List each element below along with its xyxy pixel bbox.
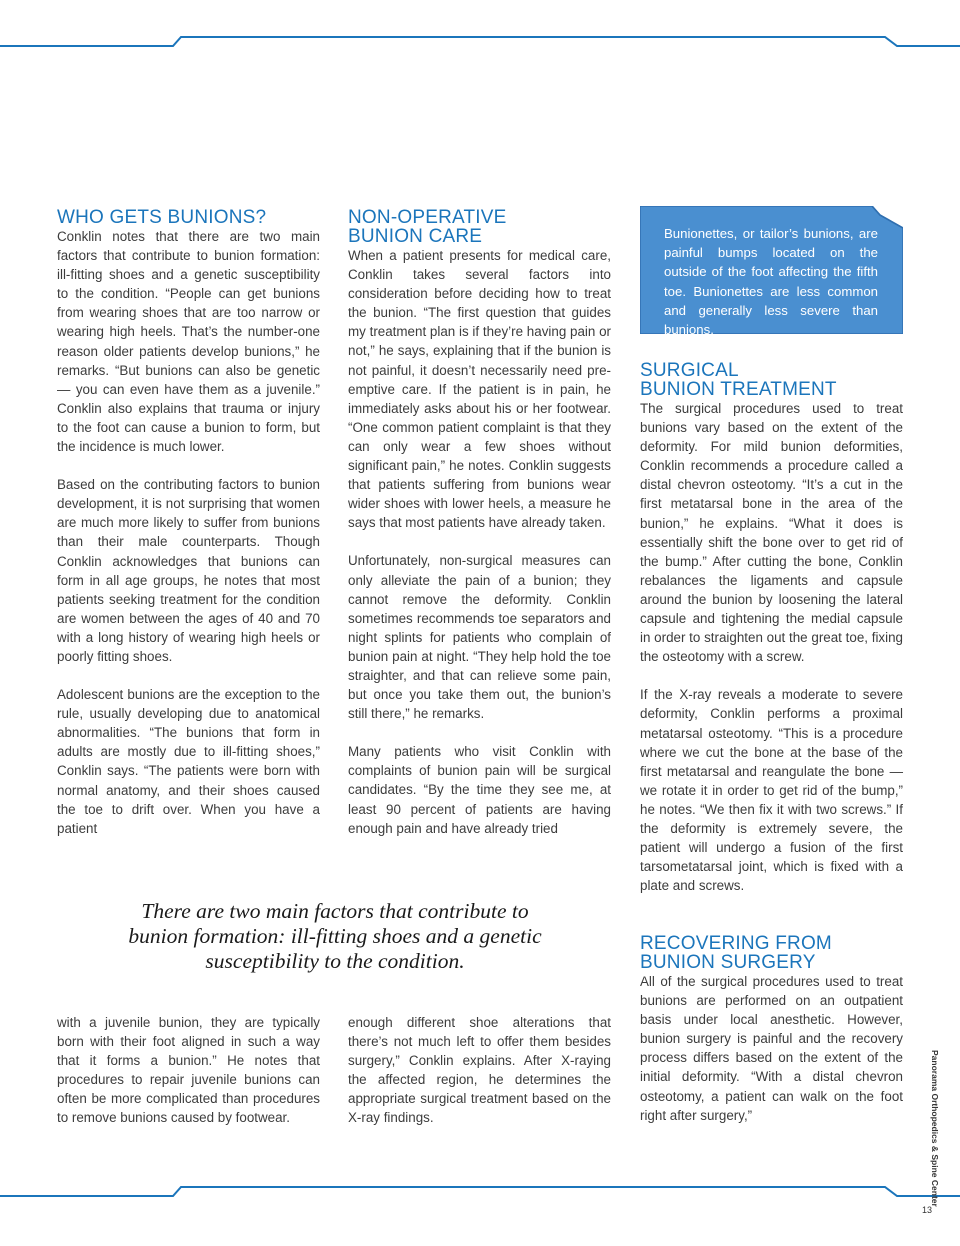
heading-line: NON-OPERATIVE — [348, 207, 507, 228]
column-recovering — [640, 934, 903, 1125]
heading-line: BUNION CARE — [348, 226, 483, 247]
paragraph: Conklin notes that there are two main factors that contribute to bunion formation: ill-fitting shoes and a genetic susceptibility to the condition. “People can get bunions from wearing shoes that are too narrow or wearing high heels. That’s the number-one reason older patients develop bunions,” he remarks. “But bunions can also be genetic — you can even have them as a juvenile.” Conklin also explains that trauma or injury to the foot can cause a bunion to form, but the incidence is much lower. — [57, 229, 320, 455]
paragraph: If the X-ray reveals a moderate to severe deformity, Conklin performs a proximal metatarsal osteotomy. “This is a procedure where we cut the bone at the base of the first metatarsal and reangulate the bone — we rotate it in order to get rid of the bump,” he notes. “We then fix it with two screws.” If the deformity is extremely severe, the patient will undergo a fusion of the first tarsometatarsal joint, which is fixed with a plate and screws. — [640, 687, 903, 894]
heading-line: BUNION TREATMENT — [640, 379, 837, 400]
paragraph: Adolescent bunions are the exception to the rule, usually developing due to anatomical abnormalities. “The bunions that form in adults are mostly due to ill-fitting shoes,” Conklin says. “The patients were born with normal anatomy, and their shoes caused the toe to drift over. When you have a patient — [57, 687, 320, 836]
pull-quote: There are two main factors that contribute to bunion formation: ill-fitting shoes and a genetic susceptibility to the condition. — [128, 899, 542, 973]
column-1-continued — [57, 1013, 320, 1128]
heading-who-gets-bunions: WHO GETS BUNIONS? — [57, 207, 267, 228]
paragraph: Many patients who visit Conklin with complaints of bunion pain will be surgical candidates. “By the time they see me, at least 90 percent of patients are having enough pain and have already tried — [348, 744, 611, 836]
heading-non-operative-care — [348, 208, 611, 246]
paragraph: All of the surgical procedures used to treat bunions are performed on an outpatient basis under local anesthetic. However, bunion surgery is painful and the recovery process differs based on the extent of the initial deformity. “With a distal chevron osteotomy, a patient can walk on the foot right after surgery,” — [640, 974, 903, 1123]
paragraph: The surgical procedures used to treat bunions vary based on the extent of the deformity. For mild bunion deformities, Conklin recommends a procedure called a distal chevron osteotomy. “It’s a cut in the first metatarsal bone in the area of the bunion,” he explains. “What it does is essentially shift the bone over to get rid of the bump.” After cutting the bone, Conklin rebalances the ligaments and capsule around the bunion by loosening the lateral capsule and tightening the medial capsule in order to straighten out the great toe, fixing the osteotomy with a screw. — [640, 401, 903, 665]
page-number: 13 — [922, 1205, 933, 1215]
heading-line: BUNION SURGERY — [640, 952, 816, 973]
sidebar-text: Panorama Orthopedics & Spine Center — [930, 1050, 940, 1207]
column-2-continued — [348, 1013, 611, 1128]
paragraph: enough different shoe alterations that there’s not much left to offer them besides surgery,” Conklin explains. After X-raying the affected region, he determines the appropriate surgical treatment based on the X-ray findings. — [348, 1015, 611, 1126]
column-non-operative-care — [348, 208, 611, 838]
heading-line: RECOVERING FROM — [640, 933, 832, 954]
paragraph: When a patient presents for medical care, Conklin takes several factors into consideration before deciding how to treat the bunion. “The first question that guides my treatment plan is if they’re having pain or not,” he says, explaining that if the bunion is not painful, it doesn’t necessarily need pre-emptive care. If the patient is in pain, he immediately asks about his or her footwear. “One common patient complaint is that they can only wear a few shoes without significant pain,” he notes. Conklin suggests that patients suffering from bunions wear wider shoes with lower heels, a measure he says that most patients have already taken. — [348, 248, 611, 531]
paragraph: with a juvenile bunion, they are typically born with their foot aligned in such a way that it forms a bunion.” He notes that procedures to repair juvenile bunions can often be more complicated than procedures to remove bunions caused by footwear. — [57, 1015, 320, 1126]
bottom-rule — [0, 1187, 960, 1196]
top-rule — [0, 37, 960, 46]
column-surgical-treatment — [640, 361, 903, 895]
column-who-gets-bunions — [57, 208, 320, 838]
heading-recovering — [640, 934, 903, 972]
sidebar-publication-name — [928, 1050, 942, 1207]
heading-line: SURGICAL — [640, 360, 739, 381]
paragraph: Based on the contributing factors to bunion development, it is not surprising that women are much more likely to suffer from bunions than their male counterparts. Though Conklin acknowledges that bunions can form in all age groups, he notes that most patients seeking treatment for the condition are women between the ages of 40 and 70 with a long history of wearing high heels or poorly fitting shoes. — [57, 477, 320, 664]
paragraph: Unfortunately, non-surgical measures can only alleviate the pain of a bunion; they cannot remove the deformity. Conklin sometimes recommends toe separators and night splints for patients who complain of bunion pain at night. “They help hold the toe straighter, and that can relieve some pain, but once you take them out, the bunion’s still there,” he remarks. — [348, 553, 611, 722]
callout-text: Bunionettes, or tailor’s bunions, are painful bumps located on the outside of the foot affecting the fifth toe. Bunionettes are less common and generally less severe than bunions. — [664, 226, 878, 338]
heading-surgical-treatment — [640, 361, 903, 399]
